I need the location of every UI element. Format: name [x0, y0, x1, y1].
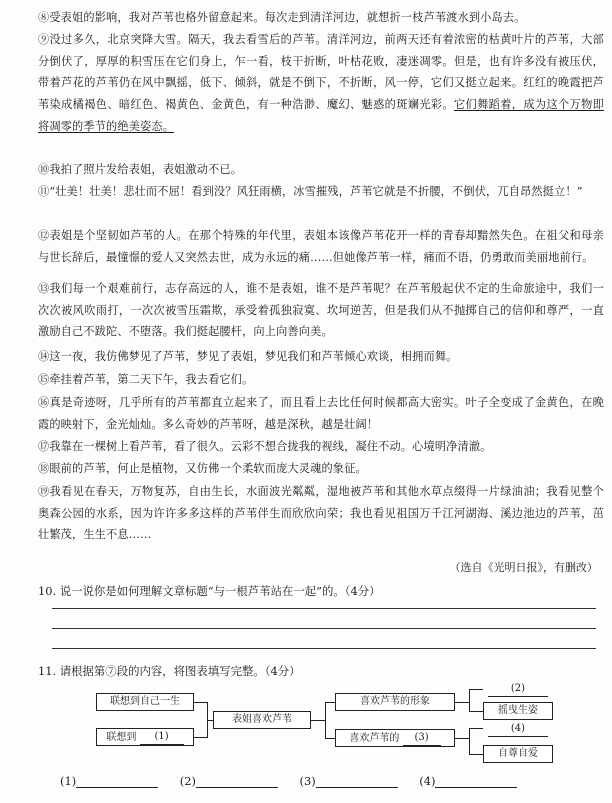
- answer-4-blank[interactable]: [435, 787, 517, 788]
- box-cousin: [96, 728, 194, 746]
- answer-2[interactable]: [180, 774, 278, 788]
- blank-4[interactable]: (4): [488, 722, 548, 737]
- question-11: 11. 请根据第⑦段的内容，将图表填写完整。（4分）: [38, 664, 301, 678]
- answer-3-blank[interactable]: [316, 787, 398, 788]
- box-blank-2[interactable]: [483, 680, 553, 697]
- answer-line[interactable]: [52, 628, 596, 629]
- source-note: （选自《光明日报》，有删改）: [449, 561, 598, 574]
- connector: [469, 711, 483, 712]
- box-image: 喜欢芦苇的形象: [335, 693, 455, 711]
- box-blank-4[interactable]: [483, 720, 553, 737]
- box-tenacious: 摇曳生姿: [483, 702, 553, 720]
- answer-blanks: [60, 774, 600, 788]
- blank-2[interactable]: (2): [488, 682, 548, 697]
- answer-3-label: (3): [299, 774, 316, 788]
- connector: [469, 689, 470, 712]
- answer-line[interactable]: [52, 608, 596, 609]
- answer-4-label: (4): [419, 774, 436, 788]
- paragraph-8: ⑧受表姐的影响，我对芦苇也格外留意起来。每次走到清洋河边，就想折一枝芦苇渡水到小岛去。: [38, 11, 526, 24]
- answer-2-label: (2): [179, 774, 196, 788]
- paragraph-9: [38, 29, 604, 138]
- paragraph-9-underlined: 它们舞蹈着，成为这个万物即将凋零的季节的绝美姿态。: [38, 98, 605, 133]
- answer-3[interactable]: [300, 774, 398, 788]
- paragraph-9-text: ⑨没过多久，北京突降大雪。隔天，我去看雪后的芦苇。清洋河边，前两天还有着浓密的枯黄叶片的芦苇，大部分倒伏了，厚厚的积雪压在它们身上，乍一看，枝干折断，叶枯花败，凄迷凋零。但是，也有许多没有被压伏，带着芦花的芦苇仍在风中飘摇，低下、倾斜，就是不倒下，不折断，风一停，它们又挺立起来。红红的晚霞把芦苇染成橘褐色、暗红色、褐黄色、金黄色，有一种浩渺、魔幻、魅惑的斑斓光彩。: [38, 33, 604, 112]
- box-spirit-label: 喜欢芦苇的: [349, 733, 400, 744]
- connector: [469, 754, 483, 755]
- connector: [469, 728, 483, 729]
- blank-1[interactable]: (1): [140, 730, 184, 745]
- paragraph-10: ⑩我拍了照片发给表姐，表姐激动不已。: [38, 163, 243, 176]
- paragraph-17: ⑰我靠在一棵树上看芦苇，看了很久。云彩不想合拢我的视线，凝住不动。心境明净清澈。: [38, 440, 492, 453]
- question-10: 10. 说一说你是如何理解文章标题“与一根芦苇站在一起”的。（4分）: [38, 584, 381, 598]
- answer-1[interactable]: [60, 774, 158, 788]
- box-self: 联想到自己一生: [96, 693, 194, 711]
- connector: [325, 702, 335, 703]
- connector: [325, 702, 326, 739]
- answer-1-blank[interactable]: [76, 787, 158, 788]
- box-self-love: 自尊自爱: [483, 745, 553, 763]
- paragraph-12: ⑫表姐是个坚韧如芦苇的人。在那个特殊的年代里，表姐本该像芦苇花开一样的青春却黯然失色。在祖父和母亲与世长辞后，最憧憬的爱人又突然去世，成为永远的痛……但她像芦苇一样，痛而不语，仍勇敢而美丽地前行。: [38, 229, 604, 264]
- paragraph-14: ⑭这一夜，我仿佛梦见了芦苇，梦见了表姐，梦见我们和芦苇倾心欢谈，相拥而舞。: [38, 350, 458, 363]
- answer-2-blank[interactable]: [196, 787, 278, 788]
- box-cousin-label: 联想到: [106, 732, 137, 743]
- paragraph-11: ⑪“壮美！壮美！悲壮而不屈！看到没？风狂雨横，冰雪摧残，芦苇它就是不折腰，不倒伏，兀自昂然挺立！”: [38, 185, 583, 198]
- paragraph-15: ⑮牵挂着芦苇，第二天下午，我去看它们。: [38, 373, 254, 386]
- connector: [194, 702, 208, 703]
- connector: [469, 689, 483, 690]
- connector: [311, 720, 325, 721]
- answer-1-label: (1): [60, 774, 77, 788]
- paragraph-18: ⑱眼前的芦苇，何止是植物，又仿佛一个柔软而庞大灵魂的象征。: [38, 462, 367, 475]
- blank-3[interactable]: (3): [403, 731, 441, 746]
- connector: [325, 738, 335, 739]
- box-center: 表姐喜欢芦苇: [213, 711, 311, 729]
- paragraph-16: ⑯真是奇迹呀，几乎所有的芦苇都直立起来了，而且看上去比任何时候都高大密实。叶子全变成了金黄色，在晚霞的映射下，金光灿灿。多么奇妙的芦苇呀，越是深秋，越是壮阔！: [38, 396, 604, 431]
- connector: [455, 738, 469, 739]
- paragraph-19: ⑲我看见在春天，万物复苏，自由生长，水面波光粼粼，湿地被芦苇和其他水草点缀得一片绿油油；我看见整个奥森公园的水系，因为许许多多这样的芦苇伴生而欣欣向荣；我也看见祖国万千江河湖海、溪边池边的芦苇，茁壮繁茂，生生不息……: [38, 485, 604, 542]
- connector: [455, 702, 469, 703]
- connector: [194, 737, 208, 738]
- paragraph-13: ⑬我们每一个艰难前行，志存高远的人，谁不是表姐，谁不是芦苇呢？在芦苇般起伏不定的生命旅途中，我们一次次被风吹雨打，一次次被雪压霜欺，承受着孤独寂寞、坎坷逆苦，但是我们从不抛掷自己的信仰和尊严，一直激励自己不跋陀、不堕落。我们挺起腰杆，向上向善向美。: [38, 282, 604, 339]
- box-spirit: [335, 729, 455, 747]
- connector: [469, 728, 470, 755]
- answer-4[interactable]: [419, 774, 517, 788]
- answer-line[interactable]: [52, 648, 596, 649]
